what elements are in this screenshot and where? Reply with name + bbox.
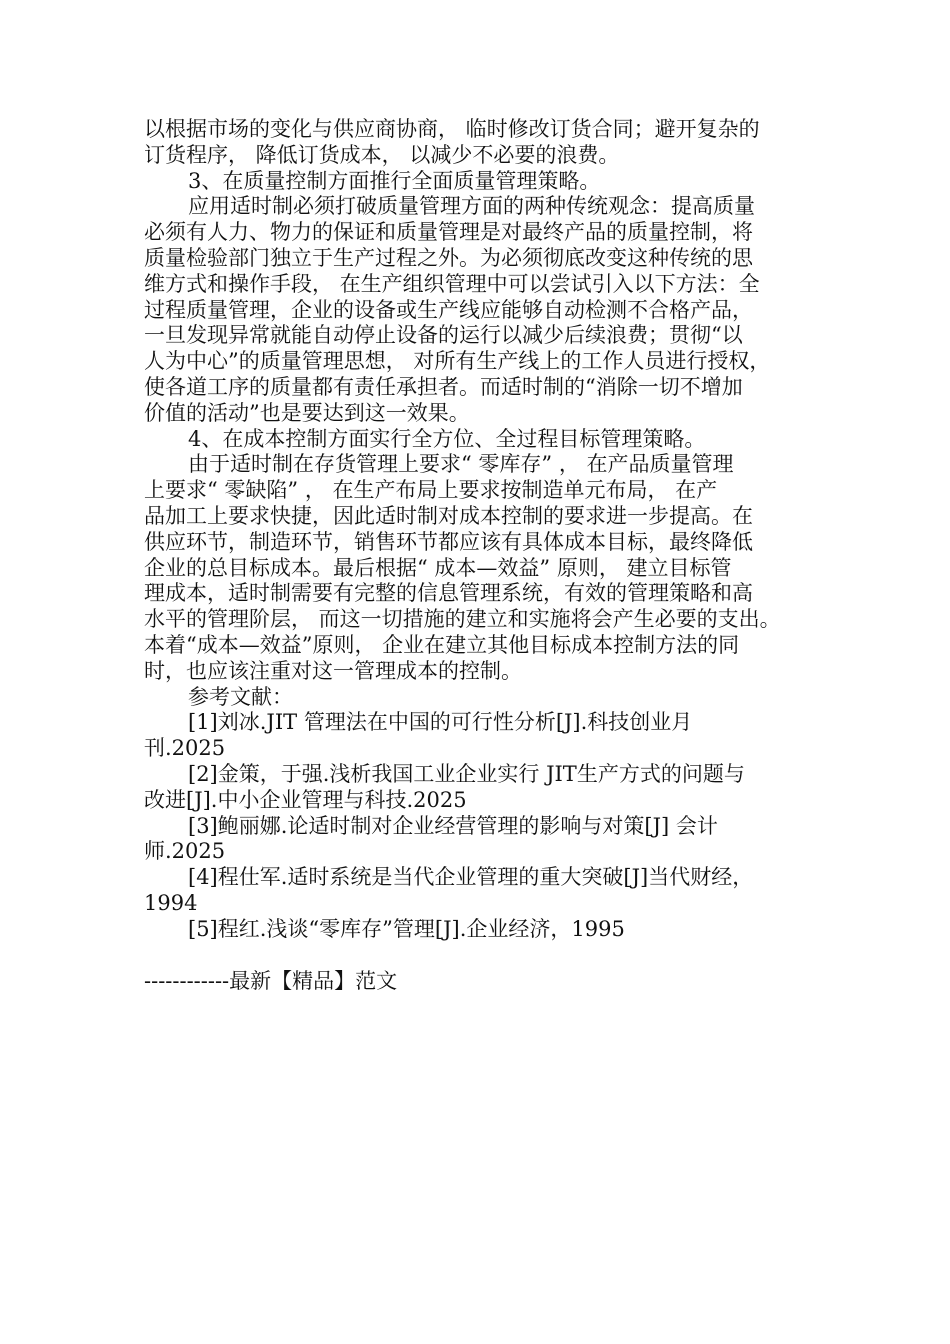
text-line: 企业的总目标成本。最后根据“ 成本—效益” 原则， 建立目标管 — [144, 555, 732, 580]
footer-text: ------------最新【精品】范文 — [144, 969, 398, 993]
text-line: 价值的活动”也是要达到这一效果。 — [144, 400, 470, 425]
text-line: 订货程序， 降低订货成本， 以减少不必要的浪费。 — [144, 142, 620, 167]
reference-item: [1]刘冰.JIT 管理法在中国的可行性分析[J].科技创业月 — [188, 710, 693, 735]
reference-item-continued: 改进[J].中小企业管理与科技.2025 — [144, 787, 467, 812]
text-line: 理成本，适时制需要有完整的信息管理系统，有效的管理策略和高 — [144, 581, 753, 606]
text-line: 一旦发现异常就能自动停止设备的运行以减少后续浪费；贯彻“以 — [144, 323, 743, 348]
reference-item-continued: 1994 — [144, 890, 198, 915]
text-line: 人为中心”的质量管理思想， 对所有生产线上的工作人员进行授权， — [144, 349, 771, 374]
references-heading: 参考文献： — [188, 684, 293, 709]
text-line: 使各道工序的质量都有责任承担者。而适时制的“消除一切不增加 — [144, 374, 743, 399]
reference-item: [2]金策，于强.浅析我国工业企业实行 JIT生产方式的问题与 — [188, 761, 745, 786]
document-body — [144, 117, 824, 943]
reference-item: [4]程仕军.适时系统是当代企业管理的重大突破[J]当代财经， — [188, 865, 754, 890]
reference-item: [3]鲍丽娜.论适时制对企业经营管理的影响与对策[J] 会计 — [188, 813, 718, 838]
text-line: 必须有人力、物力的保证和质量管理是对最终产品的质量控制，将 — [144, 220, 753, 245]
reference-item-continued: 师.2025 — [144, 839, 226, 864]
text-line: 应用适时制必须打破质量管理方面的两种传统观念：提高质量 — [188, 194, 755, 219]
text-line: 水平的管理阶层， 而这一切措施的建立和实施将会产生必要的支出。 — [144, 607, 781, 632]
section-heading: 3、在质量控制方面推行全面质量管理策略。 — [188, 168, 601, 193]
text-line: 品加工上要求快捷，因此适时制对成本控制的要求进一步提高。在 — [144, 503, 753, 528]
text-line: 质量检验部门独立于生产过程之外。为必须彻底改变这种传统的思 — [144, 245, 753, 270]
text-line: 供应环节，制造环节，销售环节都应该有具体成本目标，最终降低 — [144, 529, 753, 554]
text-line: 上要求“ 零缺陷” ， 在生产布局上要求按制造单元布局， 在产 — [144, 478, 718, 503]
text-line: 时，也应该注重对这一管理成本的控制。 — [144, 658, 522, 683]
section-heading: 4、在成本控制方面实行全方位、全过程目标管理策略。 — [188, 426, 706, 451]
text-line: 本着“成本—效益”原则， 企业在建立其他目标成本控制方法的同 — [144, 632, 740, 657]
text-line: 过程质量管理，企业的设备或生产线应能够自动检测不合格产品， — [144, 297, 753, 322]
reference-item-continued: 刊.2025 — [144, 736, 226, 761]
reference-item: [5]程红.浅谈“零库存”管理[J].企业经济，1995 — [188, 916, 625, 941]
text-line: 由于适时制在存货管理上要求“ 零库存” ， 在产品质量管理 — [188, 452, 734, 477]
text-line: 维方式和操作手段， 在生产组织管理中可以尝试引入以下方法：全 — [144, 271, 760, 296]
text-line: 以根据市场的变化与供应商协商， 临时修改订货合同；避开复杂的 — [144, 117, 760, 141]
